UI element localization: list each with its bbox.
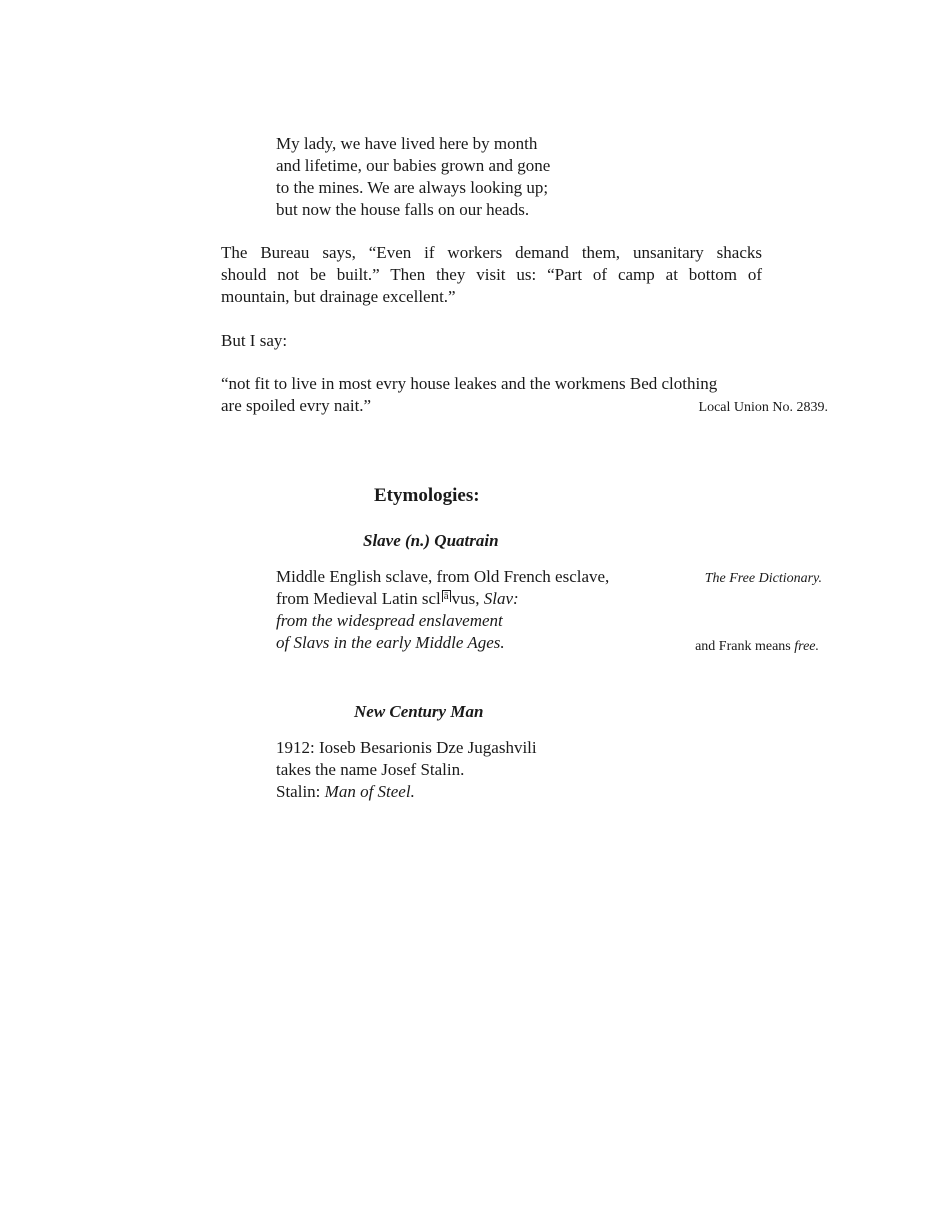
union-quote <box>221 373 717 417</box>
frank-note-prefix: and Frank means <box>695 639 795 654</box>
slave-line-2-start: from Medieval Latin scl <box>276 589 441 608</box>
stalin-line-1: 1912: Ioseb Besarionis Dze Jugashvili <box>276 738 537 757</box>
stanza-line: and lifetime, our babies grown and gone <box>276 156 551 175</box>
stalin-line-3-start: Stalin: <box>276 782 325 801</box>
paragraph-line: should not be built.” Then they visit us: “Part of camp at bottom of <box>221 265 762 284</box>
union-attribution: Local Union No. 2839. <box>698 400 828 415</box>
quote-line: are spoiled evry nait.” <box>221 396 372 415</box>
slave-line-3: from the widespread enslavement <box>276 611 503 630</box>
frank-note <box>695 638 819 656</box>
stanza-line: to the mines. We are always looking up; <box>276 178 549 197</box>
slave-line-2 <box>276 588 609 610</box>
stanza-line: but now the house falls on our heads. <box>276 200 530 219</box>
new-century-man-title: New Century Man <box>354 702 484 721</box>
stalin-line-3-italic: Man of Steel. <box>324 782 415 801</box>
slave-line-2-italic: Slav: <box>483 589 519 608</box>
dictionary-attribution: The Free Dictionary. <box>704 571 822 586</box>
paragraph-line: mountain, but drainage excellent.” <box>221 287 456 306</box>
stalin-line-2: takes the name Josef Stalin. <box>276 760 465 779</box>
slave-line-1: Middle English sclave, from Old French esclave, <box>276 567 610 586</box>
slave-line-4: of Slavs in the early Middle Ages. <box>276 633 505 652</box>
slave-line-2-mid: vus, <box>451 589 484 608</box>
quote-line: “not fit to live in most evry house leakes and the workmens Bed clothing <box>221 374 718 393</box>
etymologies-heading: Etymologies: <box>374 485 480 506</box>
paragraph-line: The Bureau says, “Even if workers demand them, unsanitary shacks <box>221 243 762 262</box>
latin-a-glyph: ā <box>443 590 449 602</box>
slave-quatrain <box>276 566 609 654</box>
frank-note-italic: free. <box>794 639 819 654</box>
slave-quatrain-title: Slave (n.) Quatrain <box>363 531 499 550</box>
bureau-paragraph <box>221 242 762 308</box>
new-century-man-stanza <box>276 737 537 803</box>
stalin-line-3 <box>276 781 537 803</box>
poem-stanza <box>276 133 550 221</box>
but-i-say-line: But I say: <box>221 331 288 350</box>
stanza-line: My lady, we have lived here by month <box>276 134 538 153</box>
